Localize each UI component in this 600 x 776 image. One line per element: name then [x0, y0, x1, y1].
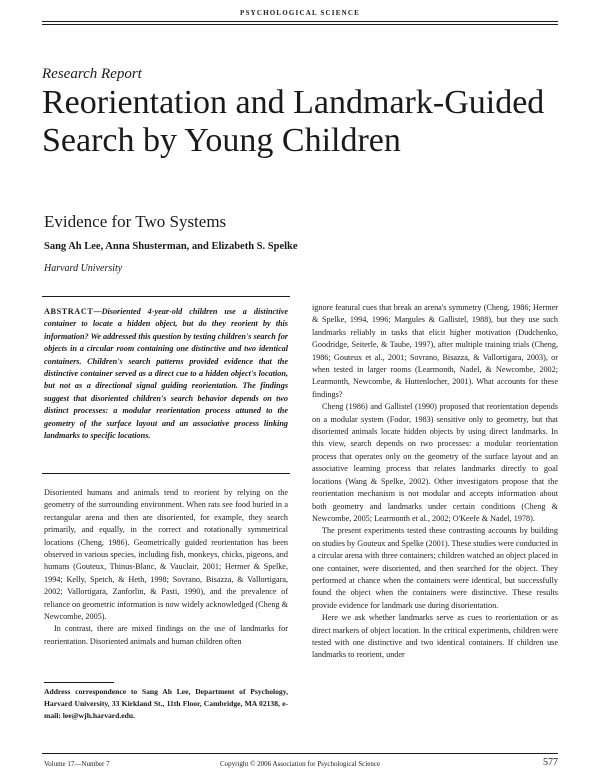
body-paragraph: Disoriented humans and animals tend to reorient by relying on the geometry of the surrounding environment. When rats see food buried in a rectangular arena and then are disoriented, for example, they search primarily, and equally, in the correct and rotationally symmetrical locations (Cheng, 1986). Geometrically guided reorientation has been observed in various species, including fish, monkeys, chicks, pigeons, and humans (Gouteux, Thinus-Blanc, & Vauclair, 2001; Hermer & Spelke, 1994; Kelly, Spetch, & Heth, 1998; Sovrano, Bisazza, & Vallortigara, 2002; Vallortigara, Zanforlin, & Pasti, 1990), and the prevalence of reliance on geometric information is now widely acknowledged (Cheng & Newcombe, 2005). [44, 488, 288, 622]
footer-copyright: Copyright © 2006 Association for Psychological Science [219, 760, 381, 768]
author-affiliation: Harvard University [44, 263, 123, 274]
header-rule-bottom [42, 24, 558, 25]
author-list: Sang Ah Lee, Anna Shusterman, and Elizabeth S. Spelke [44, 241, 298, 252]
header-rule-top [42, 21, 558, 22]
body-column-right [312, 302, 558, 662]
article-subtitle: Evidence for Two Systems [44, 212, 227, 231]
body-paragraph: ignore featural cues that break an arena's symmetry (Cheng, 1986; Hermer & Spelke, 1994, 1996; Margules & Gallistel, 1988), but they use such landmarks reliably in tasks that elicit higher motivation (Dudchenko, Goodridge, Seiterle, & Taube, 1997), after multiple training trials (Cheng, 1986; Gouteux et al., 2001; Sovrano, Bisazza, & Vallortigara, 2003), or when tested in larger rooms (Learmonth, Nadel, & Newcombe, 2002; Learmonth, Newcombe, & Huttenlocher, 2001). What accounts for these findings? [312, 303, 558, 399]
footer-rule [42, 753, 558, 754]
body-column-left [44, 487, 288, 648]
correspondence-rule [44, 682, 114, 683]
journal-name: PSYCHOLOGICAL SCIENCE [240, 9, 360, 17]
abstract [44, 306, 288, 442]
body-paragraph: The present experiments tested these contrasting accounts by building on studies by Gouteux and Spelke (2001). These studies were conducted in a circular arena with three containers; children watched an object placed in one container, were disoriented, and then searched for the object. They performed at chance when the containers were identical, but successfully found the object when the containers were distinctive. These results provide evidence for landmark use during disorientation. [312, 526, 558, 610]
body-paragraph: Cheng (1986) and Gallistel (1990) proposed that reorientation depends on a modular system (Fodor, 1983) sensitive only to geometry, but that disoriented animals locate hidden objects by using direct landmarks. In this view, search depends on two processes: a modular reorientation process that operates only on the geometry of the surface layout and an associative learning process that relates landmarks directly to goal locations (Wang & Spelke, 2002). Other investigators propose that the reorientation mechanism is not modular and accepts information about both geometry and landmarks under certain conditions (Cheng & Newcombe, 2005; Learmonth et al., 2002; O'Keefe & Nadel, 1978). [312, 402, 558, 523]
abstract-text: —Disoriented 4-year-old children use a distinctive container to locate a hidden object, but do they reorient by this information? We addressed this question by testing children's search for objects in a circular room containing one distinctive and two identical containers. Children's search patterns provided evidence that the distinctive container served as a direct cue to a hidden object's location, but not as a directional signal guiding reorientation. The findings suggest that disoriented children's search behavior depends on two distinct processes: a modular reorientation process attuned to the geometry of the surface layout and an associative process linking landmarks to specific locations. [44, 307, 288, 441]
body-paragraph: In contrast, there are mixed findings on the use of landmarks for reorientation. Disoriented animals and human children often [44, 624, 288, 646]
footer-volume: Volume 17—Number 7 [44, 760, 110, 768]
body-paragraph: Here we ask whether landmarks serve as cues to reorientation or as direct markers of object location. In the critical experiments, children were tested with one distinctive and two identical containers. If children use landmarks to reorient, under [312, 613, 558, 660]
correspondence-note: Address correspondence to Sang Ah Lee, Department of Psychology, Harvard University, 33 Kirkland St., 11th Floor, Cambridge, MA 02138, e-mail: lee@wjh.harvard.edu. [44, 687, 288, 720]
abstract-label: ABSTRACT [44, 307, 94, 316]
article-type: Research Report [42, 66, 142, 82]
abstract-rule-top [42, 296, 290, 297]
abstract-rule-bottom [42, 473, 290, 474]
article-title: Reorientation and Landmark-Guided Search by Young Children [42, 84, 545, 159]
page-number: 577 [543, 757, 558, 768]
